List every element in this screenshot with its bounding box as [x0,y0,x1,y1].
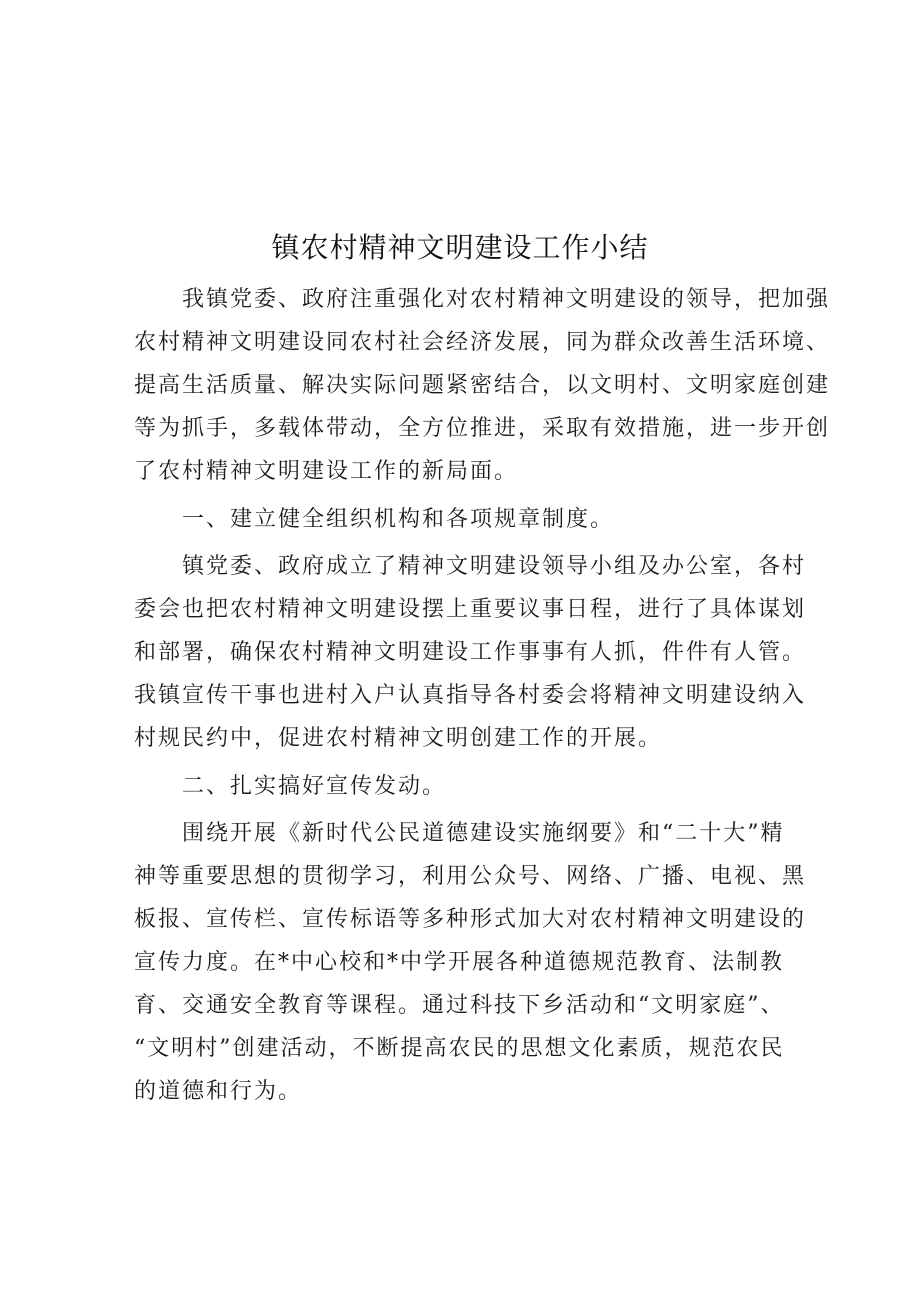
paragraph-line: 围绕开展《新时代公民道德建设实施纲要》和“二十大”精 [182,821,785,846]
paragraph-intro [134,278,831,493]
paragraph-line: 和部署，确保农村精神文明建设工作事事有人抓，件件有人管。 [134,640,807,665]
paragraph-line: 委会也把农村精神文明建设摆上重要议事日程，进行了具体谋划 [134,597,807,622]
section-heading-2: 二、扎实搞好宣传发动。 [182,774,447,799]
document-title: 镇农村精神文明建设工作小结 [271,231,649,264]
paragraph-line: 提高生活质量、解决实际问题紧密结合，以文明村、文明家庭创建 [134,373,831,398]
paragraph-line: 神等重要思想的贯彻学习，利用公众号、网络、广播、电视、黑 [134,864,807,889]
paragraph-line: “文明村”创建活动，不断提高农民的思想文化素质，规范农民 [134,1036,785,1061]
paragraph-line: 板报、宣传栏、宣传标语等多种形式加大对农村精神文明建设的 [134,907,807,932]
paragraph-line: 育、交通安全教育等课程。通过科技下乡活动和“文明家庭”、 [134,993,785,1018]
paragraph-line: 农村精神文明建设同农村社会经济发展，同为群众改善生活环境、 [134,330,831,355]
paragraph-line: 我镇党委、政府注重强化对农村精神文明建设的领导，把加强 [182,287,831,312]
paragraph-line: 了农村精神文明建设工作的新局面。 [134,459,519,484]
paragraph-line: 的道德和行为。 [134,1079,303,1104]
paragraph-section-1 [134,545,814,760]
section-heading-1: 一、建立健全组织机构和各项规章制度。 [182,507,615,532]
paragraph-line: 村规民约中，促进农村精神文明创建工作的开展。 [134,726,663,751]
paragraph-line: 我镇宣传干事也进村入户认真指导各村委会将精神文明建设纳入 [134,683,807,708]
paragraph-line: 宣传力度。在*中心校和*中学开展各种道德规范教育、法制教 [134,950,785,975]
paragraph-line: 镇党委、政府成立了精神文明建设领导小组及办公室，各村 [182,554,807,579]
paragraph-section-2 [134,812,814,1113]
paragraph-line: 等为抓手，多载体带动，全方位推进，采取有效措施，进一步开创 [134,416,831,441]
